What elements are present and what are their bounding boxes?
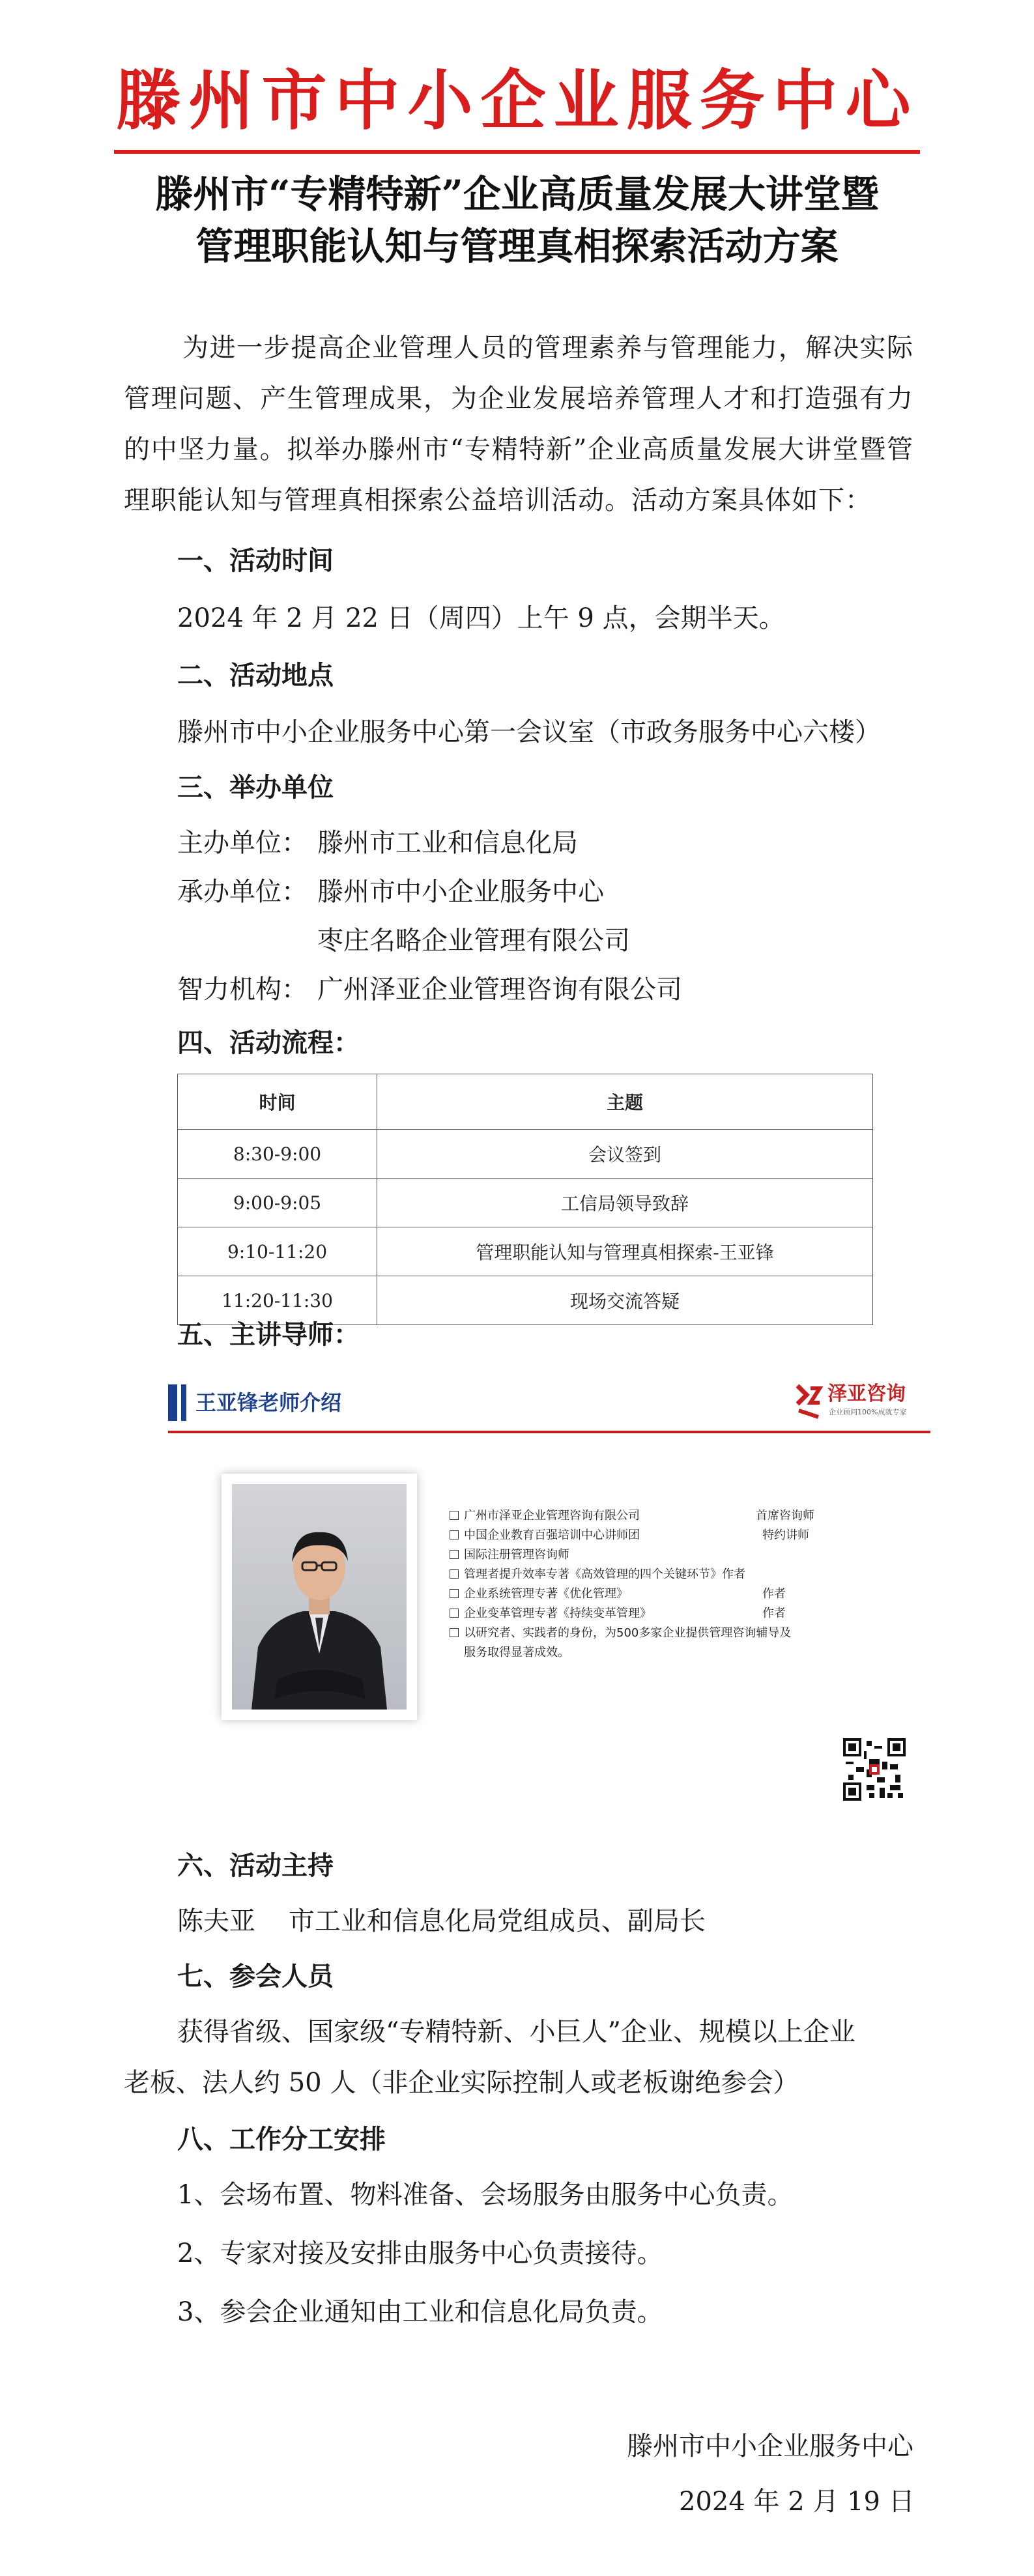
checkbox-square-icon [450, 1609, 459, 1618]
qr-code-icon [843, 1738, 906, 1801]
lecturer-banner-title: 王亚锋老师介绍 [195, 1390, 342, 1415]
row-time: 9:10-11:20 [178, 1227, 377, 1276]
section-time-heading: 一、活动时间 [177, 546, 334, 576]
letterhead-divider [114, 150, 920, 154]
col-topic-header: 主题 [377, 1074, 873, 1130]
signature-org: 滕州市中小企业服务中心 [627, 2431, 913, 2461]
row-time: 9:00-9:05 [178, 1179, 377, 1227]
section-host-heading: 六、活动主持 [177, 1851, 334, 1881]
task-item: 1、会场布置、物料准备、会场服务由服务中心负责。 [177, 2180, 794, 2210]
bio-item: 中国企业教育百强培训中心讲师团 特约讲师 [450, 1526, 640, 1545]
checkbox-square-icon [450, 1628, 459, 1637]
table-row [178, 1179, 873, 1227]
row-topic: 会议签到 [377, 1130, 873, 1179]
row-time: 8:30-9:00 [178, 1130, 377, 1179]
think-tank-label: 智力机构： [177, 975, 308, 1005]
section-venue-text: 滕州市中小企业服务中心第一会议室（市政务服务中心六楼） [177, 717, 881, 747]
row-topic: 管理职能认知与管理真相探索-王亚锋 [377, 1227, 873, 1276]
task-item: 3、参会企业通知由工业和信息化局负责。 [177, 2297, 663, 2327]
logo-slogan: 企业顾问100%成就专家 [829, 1408, 907, 1416]
section-host-text: 陈夫亚 市工业和信息化局党组成员、副局长 [177, 1906, 706, 1936]
signature-date: 2024 年 2 月 19 日 [679, 2487, 915, 2517]
lecturer-portrait-icon [232, 1484, 407, 1710]
bio-item: 管理者提升效率专著《高效管理的四个关键环节》作者 [450, 1565, 745, 1584]
bio-item: 企业变革管理专著《持续变革管理》 作者 [450, 1604, 652, 1624]
row-topic: 现场交流答疑 [377, 1276, 873, 1325]
checkbox-square-icon [450, 1530, 459, 1539]
undertaker-label: 承办单位： [177, 877, 308, 907]
task-item: 2、专家对接及安排由服务中心负责接待。 [177, 2239, 663, 2268]
section-tasks-heading: 八、工作分工安排 [177, 2125, 386, 2154]
banner-accent-bar [168, 1384, 177, 1421]
row-topic: 工信局领导致辞 [377, 1179, 873, 1227]
section-attendees-heading: 七、参会人员 [177, 1962, 334, 1992]
banner-accent-bar-thin [181, 1384, 186, 1421]
undertaker-value-1: 滕州市中小企业服务中心 [317, 877, 604, 907]
attendees-line2: 老板、法人约 50 人（非企业实际控制人或老板谢绝参会） [124, 2068, 799, 2098]
section-schedule-heading: 四、活动流程： [177, 1028, 360, 1058]
document-title-line1: 滕州市“专精特新”企业高质量发展大讲堂暨 [155, 172, 879, 216]
logo-name: 泽亚咨询 [827, 1382, 906, 1405]
section-time-text: 2024 年 2 月 22 日（周四）上午 9 点，会期半天。 [177, 603, 785, 633]
think-tank-value: 广州泽亚企业管理咨询有限公司 [317, 975, 682, 1005]
bio-item: 以研究者、实践者的身份，为500多家企业提供管理咨询辅导及 [450, 1624, 791, 1643]
checkbox-square-icon [450, 1550, 459, 1559]
bio-item: 国际注册管理咨询师 [450, 1545, 569, 1565]
checkbox-square-icon [450, 1511, 459, 1520]
row-time: 11:20-11:30 [178, 1276, 377, 1325]
banner-divider [168, 1431, 930, 1433]
section-lecturer-heading: 五、主讲导师： [177, 1320, 360, 1350]
undertaker-value-2: 枣庄名略企业管理有限公司 [317, 926, 630, 956]
attendees-line1: 获得省级、国家级“专精特新、小巨人”企业、规模以上企业 [177, 2017, 855, 2047]
host-unit-value: 滕州市工业和信息化局 [317, 828, 578, 858]
host-unit-label: 主办单位： [177, 828, 308, 858]
zeya-logo-icon [794, 1382, 824, 1421]
bio-item-continued: 服务取得显著成效。 [464, 1646, 569, 1659]
org-letterhead: 滕州市中小企业服务中心 [115, 63, 919, 139]
schedule-table [177, 1074, 873, 1325]
table-row [178, 1227, 873, 1276]
section-organizers-heading: 三、举办单位 [177, 773, 334, 803]
table-header-row [178, 1074, 873, 1130]
section-venue-heading: 二、活动地点 [177, 661, 334, 691]
lecturer-photo [232, 1484, 407, 1710]
intro-paragraph: 为进一步提高企业管理人员的管理素养与管理能力，解决实际管理问题、产生管理成果，为企业发展培养管理人才和打造强有力的中坚力量。拟举办滕州市“专精特新”企业高质量发展大讲堂暨管理职能认知与管理真相探索公益培训活动。活动方案具体如下： [124, 333, 913, 515]
checkbox-square-icon [450, 1569, 459, 1579]
bio-item: 企业系统管理专著《优化管理》 作者 [450, 1584, 628, 1604]
col-time-header: 时间 [178, 1074, 377, 1130]
table-row [178, 1130, 873, 1179]
document-title-line2: 管理职能认知与管理真相探索活动方案 [195, 224, 839, 268]
bio-item: 广州市泽亚企业管理咨询有限公司 首席咨询师 [450, 1506, 640, 1526]
checkbox-square-icon [450, 1589, 459, 1598]
